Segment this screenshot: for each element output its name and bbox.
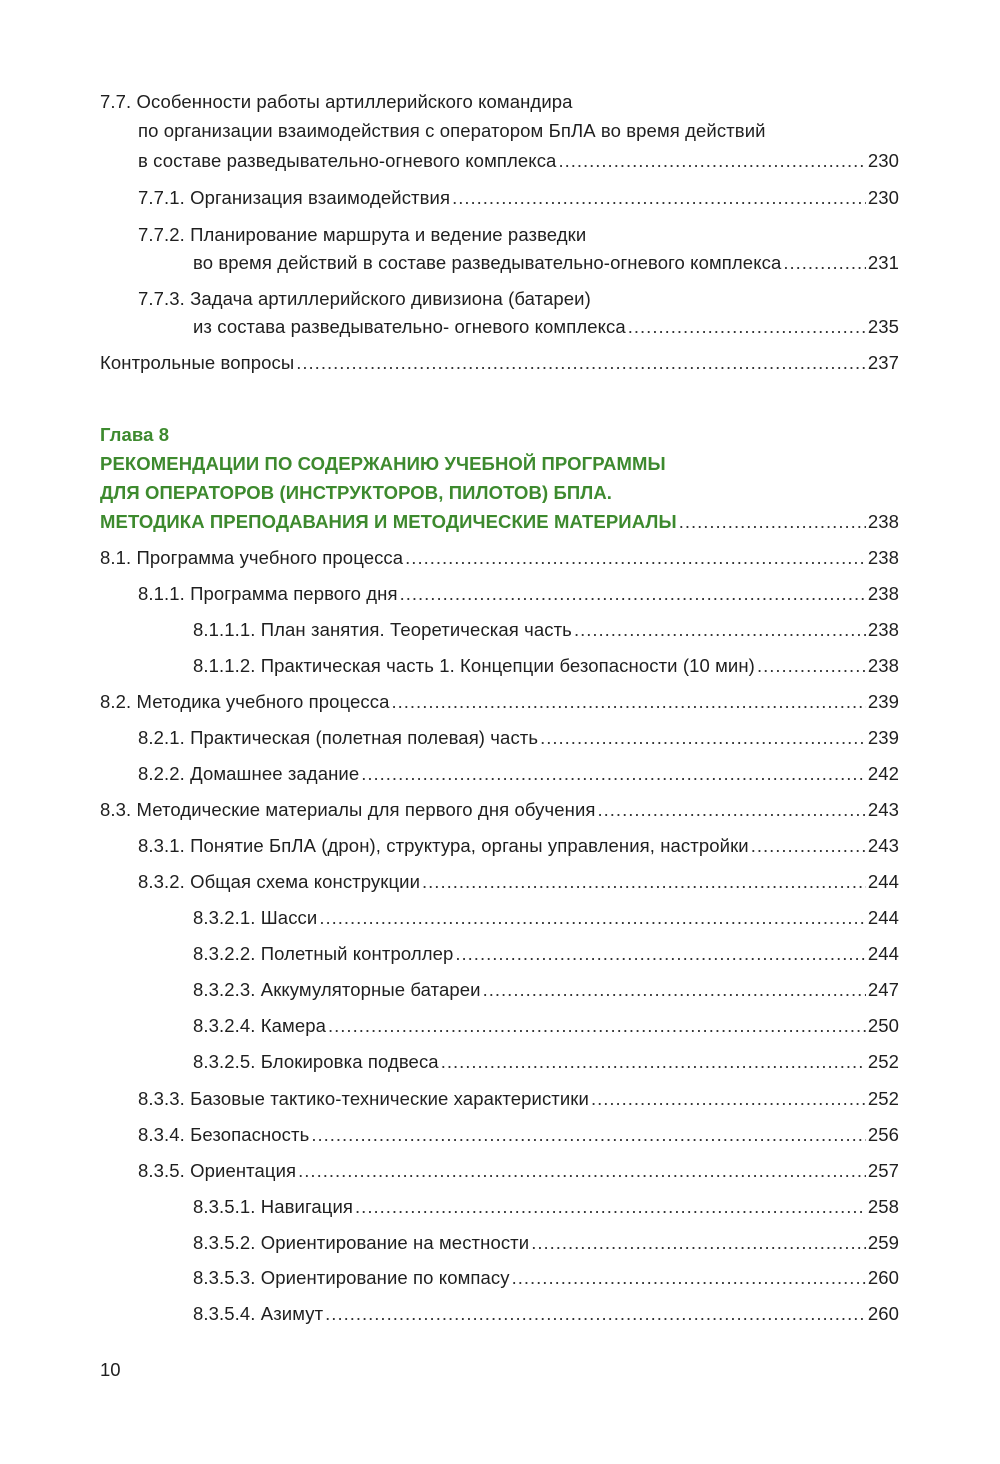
toc-title: 8.3.2.5. Блокировка подвеса xyxy=(193,1051,439,1072)
dot-leader xyxy=(319,904,865,932)
dot-leader xyxy=(355,1193,866,1221)
toc-line-filled xyxy=(193,1229,899,1257)
toc-title: из состава разведывательно- огневого комплекса xyxy=(193,316,626,337)
toc-line-filled xyxy=(193,904,899,932)
toc-title: Контрольные вопросы xyxy=(100,352,295,373)
toc-line-filled xyxy=(138,147,899,175)
toc-title: 8.3.5.3. Ориентирование по компасу xyxy=(193,1267,510,1288)
toc-title: 8.2.1. Практическая (полетная полевая) часть xyxy=(138,727,539,748)
toc-page: 237 xyxy=(867,352,899,373)
toc-page: 260 xyxy=(867,1303,899,1324)
toc-line: по организации взаимодействия с оператором БпЛА во время действий xyxy=(138,120,766,141)
toc-line-filled xyxy=(138,832,899,860)
toc-line-filled xyxy=(100,796,899,824)
toc-page: 244 xyxy=(867,871,899,892)
toc-title: 8.3.2.1. Шасси xyxy=(193,907,318,928)
toc-title: 7.7.1. Организация взаимодействия xyxy=(138,187,451,208)
toc-line-filled xyxy=(193,1048,899,1076)
toc-title: 8.1. Программа учебного процесса xyxy=(100,547,404,568)
dot-leader xyxy=(325,1300,866,1328)
toc-page: 244 xyxy=(867,943,899,964)
toc-line-filled xyxy=(193,1193,899,1221)
toc-title: 8.1.1.2. Практическая часть 1. Концепции безопасности (10 мин) xyxy=(193,655,755,676)
toc-title: 8.3.5.4. Азимут xyxy=(193,1303,324,1324)
toc-page: 238 xyxy=(867,619,899,640)
toc-title: 8.2. Методика учебного процесса xyxy=(100,691,390,712)
toc-page: 231 xyxy=(867,252,899,273)
chapter-label: Глава 8 xyxy=(100,424,170,445)
toc-line-filled xyxy=(138,724,899,752)
dot-leader xyxy=(328,1012,866,1040)
chapter-title-line: РЕКОМЕНДАЦИИ ПО СОДЕРЖАНИЮ УЧЕБНОЙ ПРОГРАММЫ xyxy=(100,453,666,474)
dot-leader xyxy=(591,1085,866,1113)
toc-page: 244 xyxy=(867,907,899,928)
toc-page: 250 xyxy=(867,1015,899,1036)
toc-title: 8.3.2.3. Аккумуляторные батареи xyxy=(193,979,481,1000)
toc-line-filled xyxy=(100,508,899,536)
dot-leader xyxy=(483,976,866,1004)
toc-line-filled xyxy=(193,1012,899,1040)
toc-title: 8.3.2.4. Камера xyxy=(193,1015,327,1036)
toc-title: в составе разведывательно-огневого комплекса xyxy=(138,150,557,171)
toc-title: 8.3.5.1. Навигация xyxy=(193,1196,354,1217)
toc-line-filled xyxy=(193,313,899,341)
toc-line-filled xyxy=(138,760,899,788)
toc-page: 247 xyxy=(867,979,899,1000)
toc-line-filled xyxy=(138,580,899,608)
toc-title: 8.3.1. Понятие БпЛА (дрон), структура, органы управления, настройки xyxy=(138,835,749,856)
dot-leader xyxy=(783,249,865,277)
dot-leader xyxy=(628,313,866,341)
dot-leader xyxy=(512,1264,866,1292)
dot-leader xyxy=(540,724,866,752)
toc-title: 8.3.2. Общая схема конструкции xyxy=(138,871,421,892)
toc-title: 8.1.1.1. План занятия. Теоретическая часть xyxy=(193,619,572,640)
toc-line-filled xyxy=(193,1264,899,1292)
toc-page: 239 xyxy=(867,691,899,712)
toc-line-filled xyxy=(193,616,899,644)
chapter-title-line: МЕТОДИКА ПРЕПОДАВАНИЯ И МЕТОДИЧЕСКИЕ МАТЕРИАЛЫ xyxy=(100,511,677,532)
toc-line-filled xyxy=(193,940,899,968)
toc-page: 230 xyxy=(867,187,899,208)
chapter-title-line: ДЛЯ ОПЕРАТОРОВ (ИНСТРУКТОРОВ, ПИЛОТОВ) БПЛА. xyxy=(100,482,613,503)
dot-leader xyxy=(558,147,865,175)
page-number: 10 xyxy=(100,1359,121,1380)
dot-leader xyxy=(751,832,866,860)
toc-line-filled xyxy=(138,184,899,212)
toc-page: 243 xyxy=(867,835,899,856)
dot-leader xyxy=(679,508,866,536)
dot-leader xyxy=(311,1121,865,1149)
toc-line: 7.7.3. Задача артиллерийского дивизиона (батареи) xyxy=(138,288,591,309)
toc-page: 243 xyxy=(867,799,899,820)
toc-page: 256 xyxy=(867,1124,899,1145)
dot-leader xyxy=(455,940,865,968)
toc-page: 238 xyxy=(867,583,899,604)
dot-leader xyxy=(298,1157,866,1185)
toc-title: во время действий в составе разведывательно-огневого комплекса xyxy=(193,252,782,273)
dot-leader xyxy=(392,688,866,716)
toc-page: 260 xyxy=(867,1267,899,1288)
toc-page: 230 xyxy=(867,150,899,171)
dot-leader xyxy=(598,796,866,824)
toc-line-filled xyxy=(100,544,899,572)
toc-page: 235 xyxy=(867,316,899,337)
toc-title: 8.3. Методические материалы для первого дня обучения xyxy=(100,799,596,820)
toc-page: 239 xyxy=(867,727,899,748)
toc-page: 252 xyxy=(867,1088,899,1109)
toc-page: 257 xyxy=(867,1160,899,1181)
toc-line: 7.7. Особенности работы артиллерийского командира xyxy=(100,91,573,112)
toc-title: 8.3.5.2. Ориентирование на местности xyxy=(193,1232,530,1253)
dot-leader xyxy=(422,868,866,896)
toc-title: 8.3.2.2. Полетный контроллер xyxy=(193,943,454,964)
toc-title: 8.3.5. Ориентация xyxy=(138,1160,297,1181)
toc-line-filled xyxy=(138,1121,899,1149)
dot-leader xyxy=(400,580,866,608)
dot-leader xyxy=(757,652,866,680)
dot-leader xyxy=(574,616,866,644)
toc-page: 242 xyxy=(867,763,899,784)
toc-line-filled xyxy=(100,349,899,377)
toc-page: 259 xyxy=(867,1232,899,1253)
toc-line-filled xyxy=(193,1300,899,1328)
toc-line: 7.7.2. Планирование маршрута и ведение разведки xyxy=(138,224,587,245)
toc-title: 8.1.1. Программа первого дня xyxy=(138,583,398,604)
toc-title: 8.3.3. Базовые тактико-технические характеристики xyxy=(138,1088,589,1109)
toc-line-filled xyxy=(138,1157,899,1185)
dot-leader xyxy=(452,184,866,212)
toc-title: 8.3.4. Безопасность xyxy=(138,1124,310,1145)
dot-leader xyxy=(361,760,866,788)
toc-page: 238 xyxy=(867,655,899,676)
toc-title: 8.2.2. Домашнее задание xyxy=(138,763,360,784)
toc-line-filled xyxy=(193,249,899,277)
dot-leader xyxy=(296,349,866,377)
toc-line-filled xyxy=(193,976,899,1004)
dot-leader xyxy=(531,1229,866,1257)
toc-line-filled xyxy=(193,652,899,680)
dot-leader xyxy=(405,544,866,572)
toc-line-filled xyxy=(138,868,899,896)
toc-page: 238 xyxy=(867,547,899,568)
toc-line-filled xyxy=(100,688,899,716)
toc-page: 252 xyxy=(867,1051,899,1072)
toc-page: 238 xyxy=(867,511,899,532)
dot-leader xyxy=(441,1048,866,1076)
toc-page: 258 xyxy=(867,1196,899,1217)
toc-line-filled xyxy=(138,1085,899,1113)
